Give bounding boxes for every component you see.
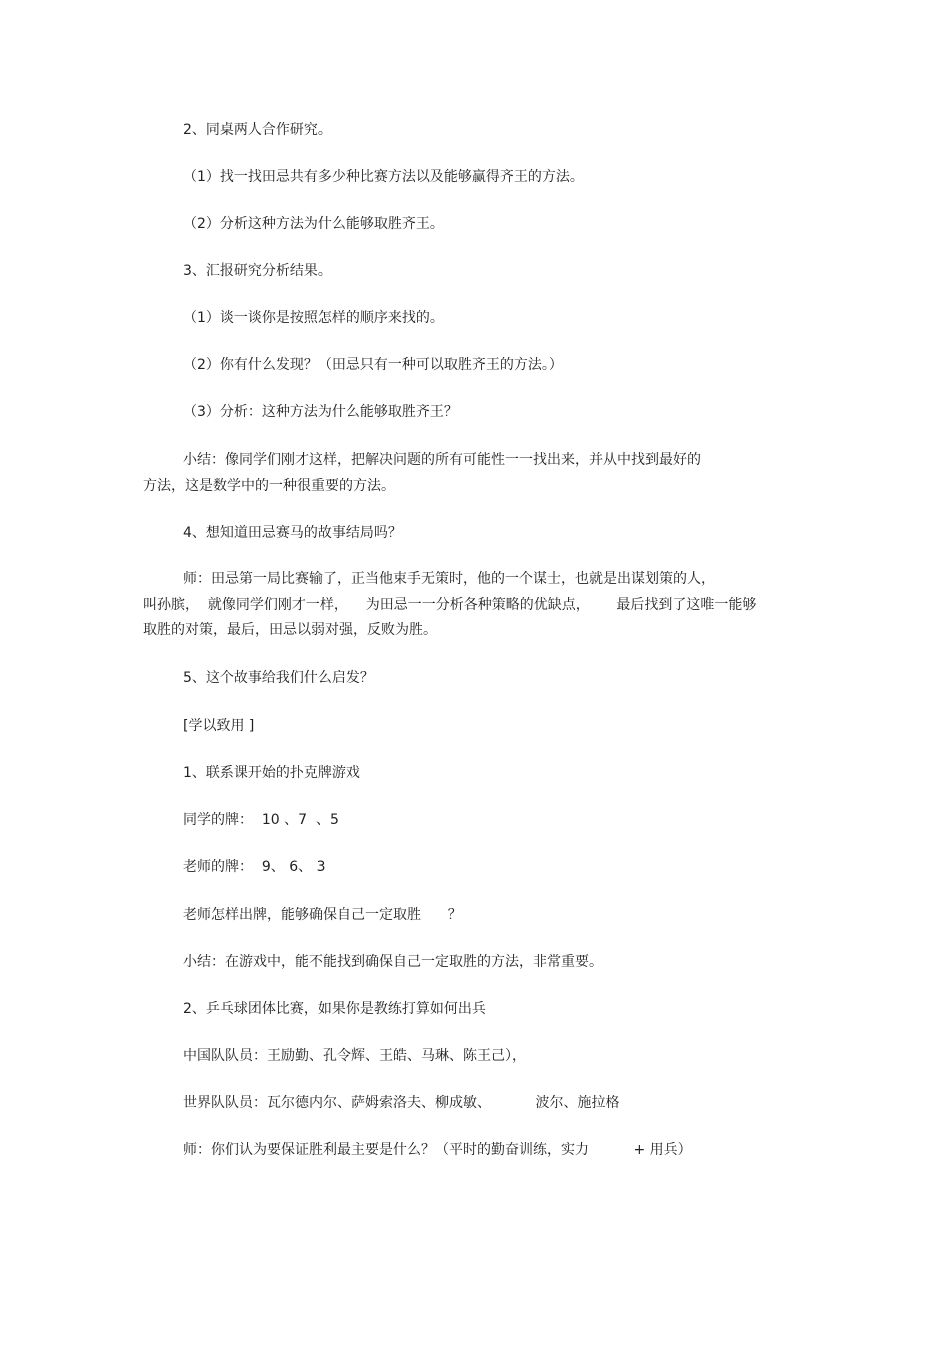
- text-line: 世界队队员：瓦尔德内尔、萨姆索洛夫、柳成敏、 波尔、施拉格: [183, 1095, 620, 1111]
- text-line: 2、同桌两人合作研究。: [183, 122, 332, 138]
- text-line: （1）找一找田忌共有多少种比赛方法以及能够赢得齐王的方法。: [183, 169, 584, 185]
- text-line: 取胜的对策，最后，田忌以弱对强，反败为胜。: [143, 622, 437, 638]
- text-line: （1）谈一谈你是按照怎样的顺序来找的。: [183, 310, 444, 326]
- text-line: 老师的牌： 9、 6、 3: [183, 859, 326, 875]
- text-line: 小结：在游戏中，能不能找到确保自己一定取胜的方法，非常重要。: [183, 954, 603, 970]
- text-line: 小结：像同学们刚才这样，把解决问题的所有可能性一一找出来，并从中找到最好的: [183, 452, 701, 468]
- text-line: （2）分析这种方法为什么能够取胜齐王。: [183, 216, 444, 232]
- text-line: 师：田忌第一局比赛输了，正当他束手无策时，他的一个谋士，也就是出谋划策的人，: [183, 571, 715, 587]
- text-line: 同学的牌： 10 、7 、5: [183, 812, 339, 828]
- text-line: 5、这个故事给我们什么启发？: [183, 670, 374, 686]
- text-line: 2、乒乓球团体比赛，如果你是教练打算如何出兵: [183, 1001, 486, 1017]
- text-line: 叫孙膑， 就像同学们刚才一样， 为田忌一一分析各种策略的优缺点， 最后找到了这唯一能够: [143, 597, 757, 613]
- text-line: 4、想知道田忌赛马的故事结局吗？: [183, 525, 402, 541]
- text-line: 3、汇报研究分析结果。: [183, 263, 332, 279]
- text-line: [学以致用 ]: [183, 718, 255, 734]
- text-line: 1、联系课开始的扑克牌游戏: [183, 765, 360, 781]
- text-line: 方法，这是数学中的一种很重要的方法。: [143, 478, 395, 494]
- text-line: （2）你有什么发现？（田忌只有一种可以取胜齐王的方法。）: [183, 357, 563, 373]
- text-line: 老师怎样出牌，能够确保自己一定取胜 ？: [183, 907, 462, 923]
- text-line: 师：你们认为要保证胜利最主要是什么？（平时的勤奋训练，实力 + 用兵）: [183, 1142, 692, 1158]
- text-line: 中国队队员：王励勤、孔令辉、王皓、马琳、陈王己），: [183, 1048, 526, 1064]
- text-line: （3）分析：这种方法为什么能够取胜齐王？: [183, 404, 458, 420]
